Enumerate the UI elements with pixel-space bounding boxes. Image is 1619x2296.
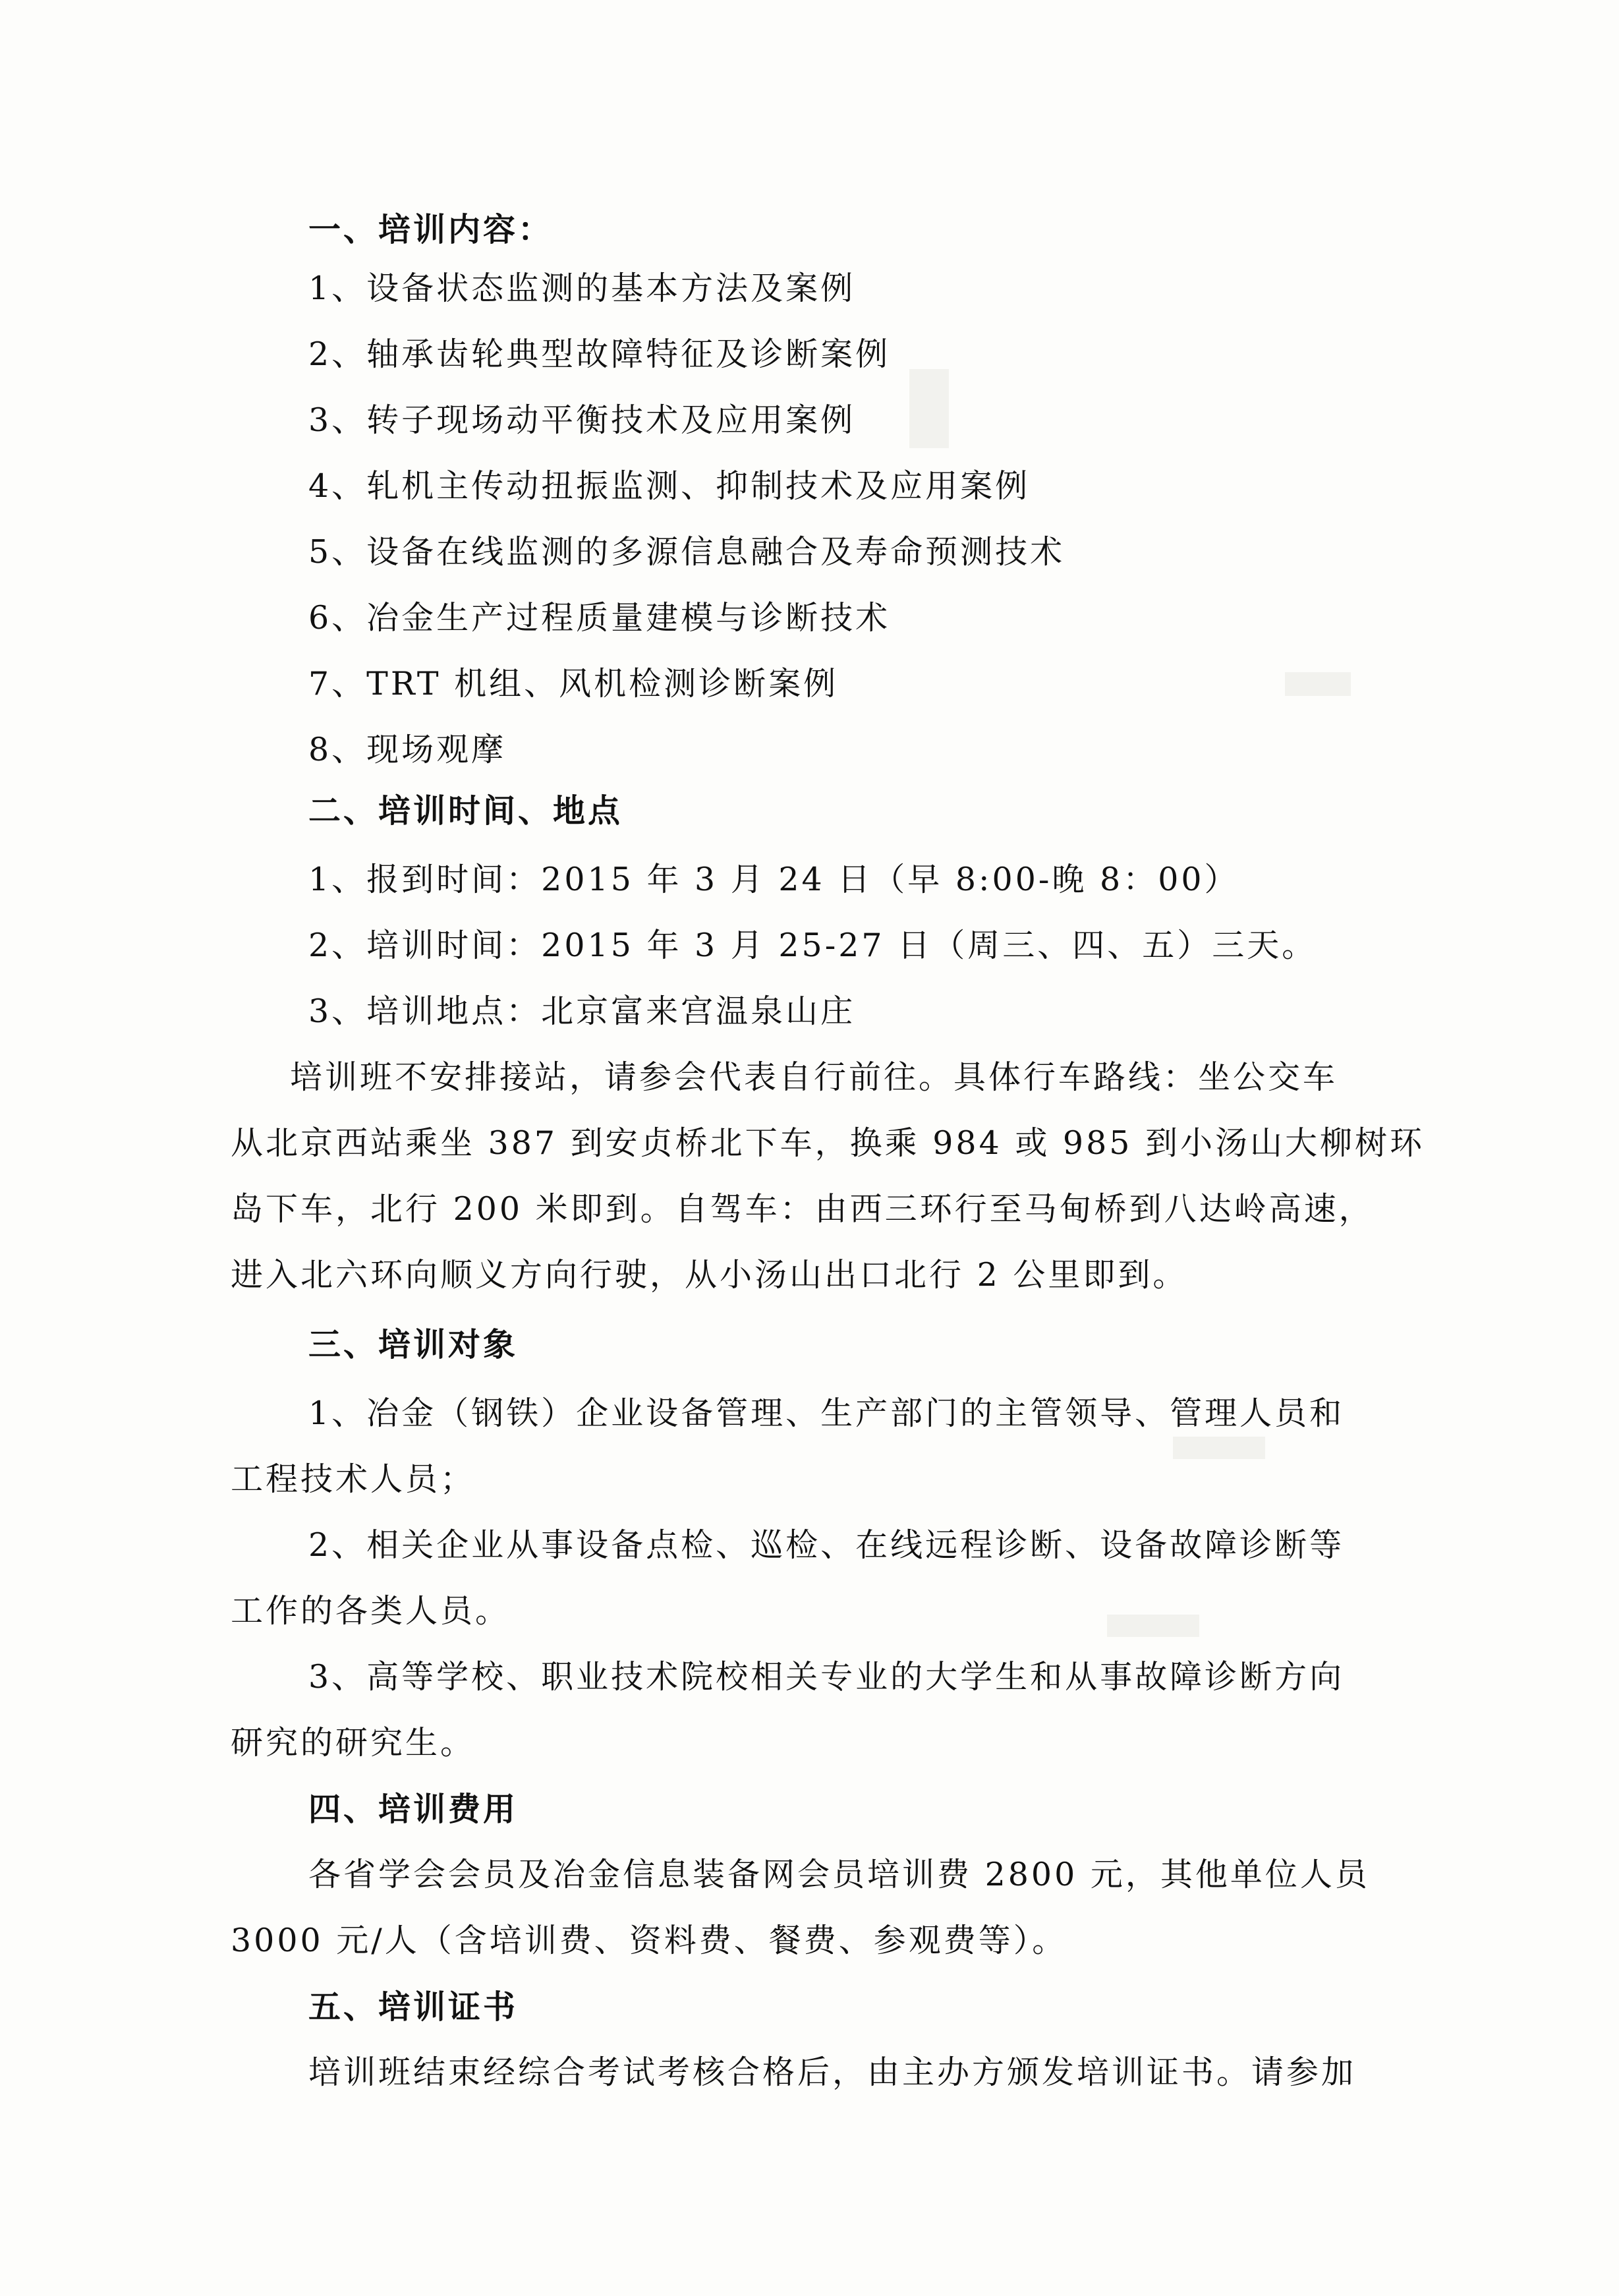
paragraph-line: 3000 元/人（含培训费、资料费、餐费、参观费等）。 [231, 1922, 1067, 1959]
paragraph-line: 工作的各类人员。 [231, 1592, 511, 1630]
list-item: 6、冶金生产过程质量建模与诊断技术 [308, 599, 891, 637]
list-item: 7、TRT 机组、风机检测诊断案例 [308, 665, 839, 703]
list-item: 1、报到时间：2015 年 3 月 24 日（早 8:00-晚 8：00） [308, 861, 1239, 898]
paragraph-line: 进入北六环向顺义方向行驶，从小汤山出口北行 2 公里即到。 [231, 1256, 1188, 1294]
paragraph-line: 3、高等学校、职业技术院校相关专业的大学生和从事故障诊断方向 [308, 1658, 1345, 1696]
list-item: 5、设备在线监测的多源信息融合及寿命预测技术 [308, 533, 1065, 571]
paragraph-line: 从北京西站乘坐 387 到安贞桥北下车，换乘 984 或 985 到小汤山大柳树环 [231, 1124, 1425, 1162]
bleed-through-mark [1285, 672, 1351, 696]
paragraph-line: 2、相关企业从事设备点检、巡检、在线远程诊断、设备故障诊断等 [308, 1526, 1345, 1564]
list-item: 3、转子现场动平衡技术及应用案例 [308, 401, 856, 439]
paragraph-line: 研究的研究生。 [231, 1724, 476, 1762]
section-heading: 一、培训内容： [308, 210, 554, 248]
list-item: 2、轴承齿轮典型故障特征及诊断案例 [308, 335, 891, 373]
paragraph-line: 工程技术人员； [231, 1460, 476, 1498]
section-heading: 三、培训对象 [308, 1325, 519, 1363]
bleed-through-mark [1107, 1615, 1199, 1637]
list-item: 2、培训时间：2015 年 3 月 25-27 日（周三、四、五）三天。 [308, 927, 1317, 964]
section-heading: 二、培训时间、地点 [308, 791, 623, 830]
bleed-through-mark [909, 369, 949, 448]
paragraph-line: 岛下车，北行 200 米即到。自驾车：由西三环行至马甸桥到八达岭高速， [231, 1190, 1374, 1228]
section-heading: 四、培训费用 [308, 1790, 519, 1828]
list-item: 3、培训地点：北京富来宫温泉山庄 [308, 992, 856, 1030]
paragraph-line: 培训班结束经综合考试考核合格后，由主办方颁发培训证书。请参加 [308, 2053, 1357, 2091]
list-item: 4、轧机主传动扭振监测、抑制技术及应用案例 [308, 467, 1031, 505]
section-heading: 五、培训证书 [308, 1988, 519, 2026]
list-item: 8、现场观摩 [308, 731, 507, 768]
bleed-through-mark [1173, 1437, 1265, 1459]
list-item: 1、设备状态监测的基本方法及案例 [308, 270, 856, 307]
paragraph-line: 培训班不安排接站，请参会代表自行前往。具体行车路线：坐公交车 [290, 1058, 1338, 1096]
paragraph-line: 各省学会会员及冶金信息装备网会员培训费 2800 元，其他单位人员 [308, 1856, 1370, 1893]
paragraph-line: 1、冶金（钢铁）企业设备管理、生产部门的主管领导、管理人员和 [308, 1394, 1345, 1432]
